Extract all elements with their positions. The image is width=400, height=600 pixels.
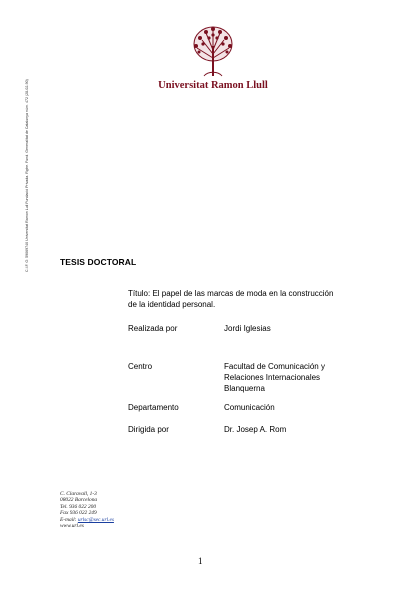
field-label-center: Centro [128, 362, 153, 371]
address-email-label: E-mail: [60, 516, 78, 523]
thesis-title: Título: El papel de las marcas de moda en la construcción de la identidad personal. [128, 289, 334, 309]
address-street: C. Claravall, 1-3 [60, 491, 97, 497]
address-city: 08022 Barcelona [60, 497, 98, 504]
field-label-department: Departamento [128, 403, 179, 412]
side-legal-text: C.I.F. G: 59069740 Universitat Ramon Lull Fundació Privada. Rgtre. Fund. Generalitat de Catalunya núm. 472 (28-02-90) [25, 79, 29, 272]
address-fax: Fax 936 022 249 [60, 510, 97, 517]
field-value-author: Jordi Iglesias [224, 324, 271, 333]
field-value-director: Dr. Josep A. Rom [224, 425, 287, 434]
email-link[interactable]: urlsc@sec.url.es [77, 516, 114, 523]
university-logo [148, 24, 278, 96]
address-phone: Tel. 936 022 200 [60, 503, 97, 510]
field-value-department: Comunicación [224, 403, 275, 412]
university-name: Universitat Ramon Llull [158, 80, 268, 91]
field-label-director: Dirigida por [128, 425, 169, 434]
address-block [60, 491, 114, 529]
page-number: 1 [198, 556, 203, 566]
address-web[interactable]: www.url.es [60, 523, 84, 530]
document-heading: TESIS DOCTORAL [60, 257, 137, 267]
field-value-center: Facultad de Comunicación y Relaciones Internacionales Blanquerna [224, 362, 325, 393]
tree-emblem-icon [190, 24, 236, 78]
field-label-author: Realizada por [128, 324, 178, 333]
